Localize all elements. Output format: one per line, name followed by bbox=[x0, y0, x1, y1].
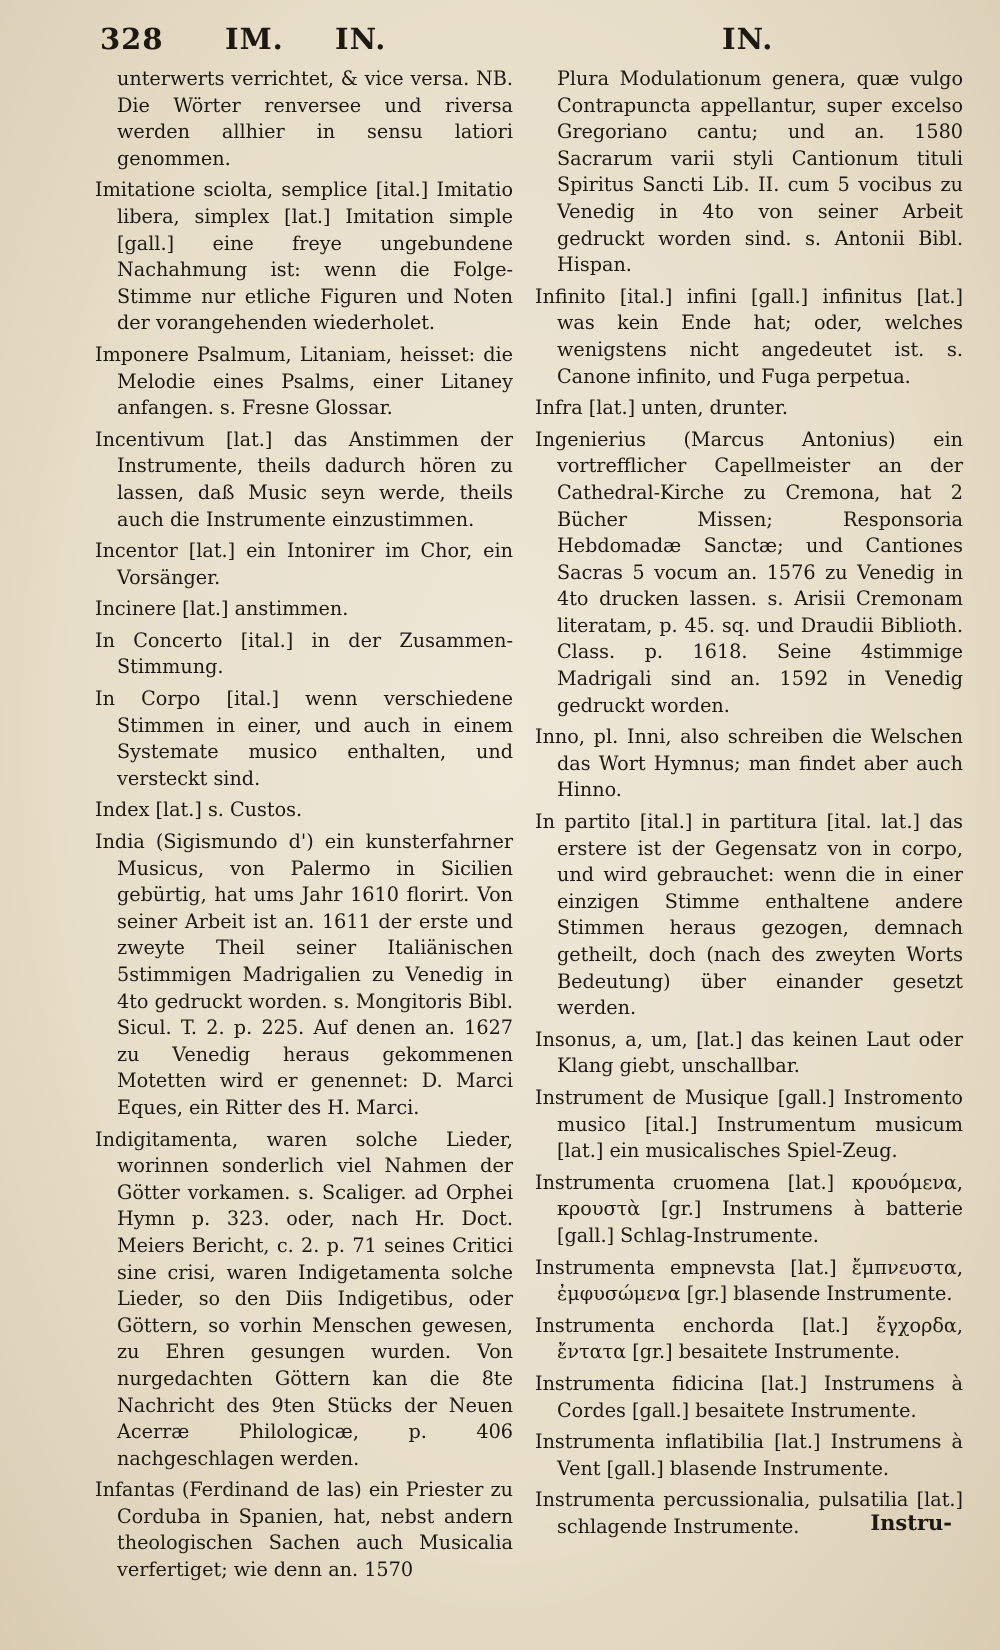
right-running-head: IN. bbox=[722, 22, 774, 56]
left-running-head-1: IM. bbox=[225, 22, 284, 56]
right-column bbox=[535, 66, 963, 1545]
entry-instrumenta-enchorda: Instrumenta enchorda [lat.] ἔγχορδα, ἔντατα [gr.] besaitete Instrumente. bbox=[535, 1313, 963, 1364]
left-running-head-2: IN. bbox=[335, 22, 387, 56]
entry-in-concerto: In Concerto [ital.] in der Zusammen-Stimmung. bbox=[95, 628, 513, 679]
entry-inno: Inno, pl. Inni, also schreiben die Welschen das Wort Hymnus; man findet aber auch Hinno. bbox=[535, 725, 963, 802]
entry-instrument-de-musique: Instrument de Musique [gall.] Instromento musico [ital.] Instrumentum musicum [lat.] ein musicalisches Spiel-Zeug. bbox=[535, 1085, 963, 1163]
entry-continuation: Plura Modulationum genera, quæ vulgo Contrapuncta appellantur, super excelso Gregoriano cantu; und an. 1580 Sacrarum varii styli Cantionum tituli Spiritus Sancti Lib. II. cum 5 vocibus zu Venedig in 4to von seiner Arbeit gedruckt worden sind. s. Antonii Bibl. Hispan. bbox=[557, 67, 963, 277]
entry-imponere-psalmum: Imponere Psalmum, Litaniam, heisset: die Melodie eines Psalms, einer Litaney anfangen. s. Fresne Glossar. bbox=[95, 342, 513, 420]
entry-instrumenta-fidicina: Instrumenta fidicina [lat.] Instrumens à Cordes [gall.] besaitete Instrumente. bbox=[535, 1371, 963, 1422]
entry-index: Index [lat.] s. Custos. bbox=[95, 798, 303, 822]
page-header bbox=[0, 22, 1000, 62]
entry-infantas: Infantas (Ferdinand de las) ein Priester zu Corduba in Spanien, hat, nebst andern theologischen Sachen auch Musicalia verfertiget; wie denn an. 1570 bbox=[95, 1478, 513, 1582]
entry-infinito: Infinito [ital.] infini [gall.] infinitus [lat.] was kein Ende hat; oder, welches wenigstens nicht angedeutet ist. s. Canone infinito, und Fuga perpetua. bbox=[535, 284, 963, 388]
entry-instrumenta-empnevsta: Instrumenta empnevsta [lat.] ἔμπνευστα, ἐμφυσώμενα [gr.] blasende Instrumente. bbox=[535, 1255, 963, 1306]
entry-instrumenta-cruomena: Instrumenta cruomena [lat.] κρουόμενα, κρουστὰ [gr.] Instrumens à batterie [gall.] Schlag-Instrumente. bbox=[535, 1170, 963, 1247]
entry-instrumenta-inflatibilia: Instrumenta inflatibilia [lat.] Instrumens à Vent [gall.] blasende Instrumente. bbox=[535, 1430, 963, 1480]
entry-continuation: unterwerts verrichtet, & vice versa. NB. Die Wörter renversee und riversa werden allhier in sensu latiori genommen. bbox=[117, 67, 513, 170]
entry-incentor: Incentor [lat.] ein Intonirer im Chor, ein Vorsänger. bbox=[95, 539, 513, 589]
entry-incentivum: Incentivum [lat.] das Anstimmen der Instrumente, theils dadurch hören zu lassen, daß Music seyn werde, theils auch die Instrumente einzustimmen. bbox=[95, 427, 513, 531]
entry-instrumenta-percussionalia: Instrumenta percussionalia, pulsatilia [lat.] schlagende Instrumente. bbox=[535, 1488, 963, 1538]
entry-ingenierius: Ingenierius (Marcus Antonius) ein vortrefflicher Capellmeister an der Cathedral-Kirche zu Cremona, hat 2 Bücher Missen; Responsoria Hebdomadæ Sanctæ; und Cantiones Sacras 5 vocum an. 1576 zu Venedig in 4to drucken lassen. s. Arisii Cremonam literatam, p. 45. sq. und Draudii Biblioth. Class. p. 1618. Seine 4stimmige Madrigali sind an. 1592 in Venedig gedruckt worden. bbox=[535, 427, 963, 717]
entry-in-partito: In partito [ital.] in partitura [ital. lat.] das erstere ist der Gegensatz von in corpo, und wird gebrauchet: wenn die in einer einzigen Stimme enthaltene andere Stimmen heraus gezogen, demnach getheilt, doch (nach des zweyten Worts Bedeutung) über einander gesetzt werden. bbox=[535, 810, 963, 1020]
entry-incinere: Incinere [lat.] anstimmen. bbox=[95, 597, 349, 621]
entry-insonus: Insonus, a, um, [lat.] das keinen Laut oder Klang giebt, unschallbar. bbox=[535, 1027, 963, 1078]
entry-india: India (Sigismundo d') ein kunsterfahrner Musicus, von Palermo in Sicilien gebürtig, hat ums Jahr 1610 florirt. Von seiner Arbeit ist an. 1611 der erste und zweyte Theil seiner Italiänischen 5stimmigen Madrigalien zu Venedig in 4to gedruckt worden. s. Mongitoris Bibl. Sicul. T. 2. p. 225. Auf denen an. 1627 zu Venedig heraus gekommenen Motetten wird er genennet: D. Marci Eques, ein Ritter des H. Marci. bbox=[95, 830, 513, 1119]
entry-infra: Infra [lat.] unten, drunter. bbox=[535, 396, 788, 420]
left-column bbox=[95, 66, 513, 1589]
entry-in-corpo: In Corpo [ital.] wenn verschiedene Stimmen in einer, und auch in einem Systemate musico enthalten, und versteckt sind. bbox=[95, 687, 513, 790]
entry-imitatione-sciolta: Imitatione sciolta, semplice [ital.] Imitatio libera, simplex [lat.] Imitation simple [gall.] eine freye ungebundene Nachahmung ist: wenn die Folge-Stimme nur etliche Figuren und Noten der vorangehenden wiederholet. bbox=[95, 178, 513, 335]
catchword: Instru- bbox=[870, 1510, 952, 1535]
entry-indigitamenta: Indigitamenta, waren solche Lieder, worinnen sonderlich viel Nahmen der Götter vorkamen. s. Scaliger. ad Orphei Hymn p. 323. oder, nach Hr. Doct. Meiers Bericht, c. 2. p. 71 seines Critici sine crisi, waren Indigetamenta solche Lieder, so den Diis Indigetibus, oder Göttern, so vorhin Menschen gewesen, zu Ehren gesungen wurden. Von nurgedachten Göttern kan die 8te Nachricht des 9ten Stücks der Neuen Acerræ Philologicæ, p. 406 nachgeschlagen werden. bbox=[95, 1127, 513, 1470]
page-number: 328 bbox=[100, 22, 164, 56]
